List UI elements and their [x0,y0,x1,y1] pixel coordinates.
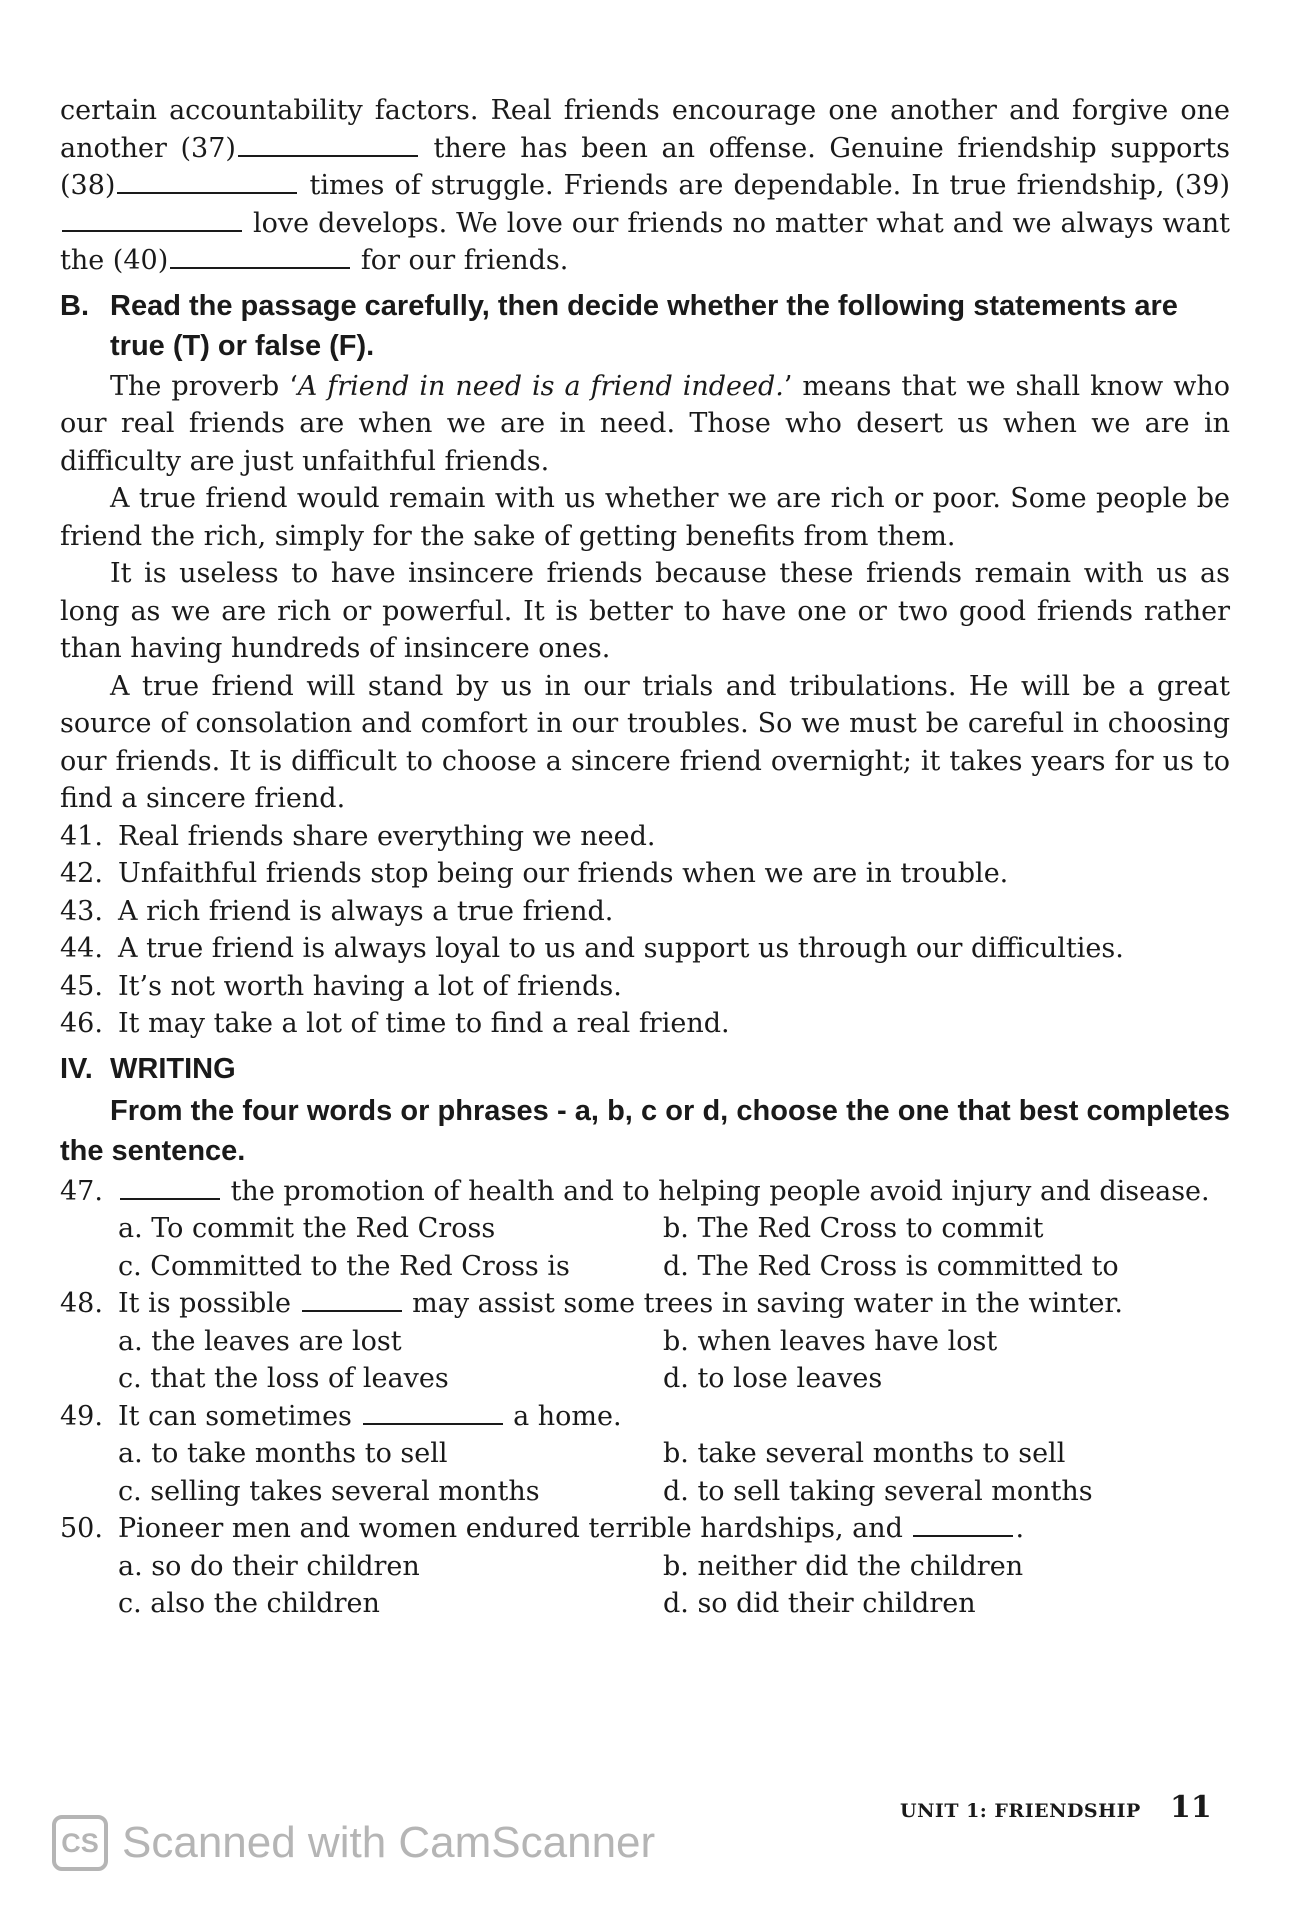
option-a[interactable]: a. so do their children [118,1550,420,1582]
camscanner-watermark [52,1815,655,1871]
page-number: 11 [1170,1790,1212,1825]
option-d[interactable]: d. so did their children [663,1588,976,1619]
question-50 [60,1510,1230,1623]
cloze-text: for our friends. [352,245,569,276]
statement-text: A rich friend is always a true friend. [118,895,614,927]
statement-list [60,818,1230,1043]
option-b[interactable]: b. neither did the children [663,1550,1024,1582]
statement-number: 41. [60,820,103,852]
passage-text: The proverb ‘ [110,370,298,402]
option-d[interactable]: d. The Red Cross is committed to [663,1250,1119,1282]
question-text: . [1015,1513,1025,1544]
question-text: It is possible [118,1288,300,1319]
question-text: Pioneer men and women endured terrible hardships, and [118,1513,912,1544]
question-number: 50. [60,1513,103,1544]
question-number: 48. [60,1288,103,1319]
answer-blank-39[interactable] [62,206,242,232]
answer-blank[interactable] [913,1511,1013,1537]
statement-item [60,893,1230,931]
question-text: may assist some trees in saving water in the winter. [403,1288,1123,1319]
option-c[interactable]: c. also the children [118,1588,380,1619]
writing-heading [60,1049,1230,1089]
statement-text: It’s not worth having a lot of friends. [118,970,622,1002]
answer-blank-37[interactable] [238,131,418,157]
unit-footer: UNIT 1: FRIENDSHIP [900,1800,1141,1822]
watermark-text: Scanned with CamScanner [122,1818,656,1867]
section-title: WRITING [110,1052,236,1085]
section-letter: B. [60,289,89,322]
passage-paragraph-3: It is useless to have insincere friends because these friends remain with us as long as we are rich or powerful. It is better to have one or two good friends rather than having hundreds of insincere ones. [60,558,1230,664]
question-49 [60,1398,1230,1511]
question-stem [60,1173,1230,1211]
passage-paragraph-1 [60,368,1230,481]
option-a[interactable]: a. to take months to sell [118,1438,448,1469]
option-c[interactable]: c. selling takes several months [118,1475,540,1507]
statement-number: 43. [60,895,103,927]
proverb: A friend in need is a friend indeed. [297,370,784,402]
cloze-text: certain accountability factors. Real friends encourage one another and forgive one another (37) [60,95,1230,164]
question-stem [60,1285,1230,1323]
writing-instruction: From the four words or phrases - a, b, c or d, choose the one that best completes the sentence. [60,1094,1230,1167]
question-text: a home. [504,1400,622,1432]
question-stem [60,1510,1230,1548]
section-number: IV. [60,1052,93,1085]
statement-number: 44. [60,933,103,964]
answer-blank[interactable] [302,1286,402,1312]
cloze-text: there has been an offense. Genuine friendship supports (38) [60,132,1231,201]
question-number: 49. [60,1400,103,1432]
option-d[interactable]: d. to sell taking several months [663,1475,1093,1507]
cloze-text: love develops. We love our friends no matter what and we always want the (40) [60,207,1230,276]
question-text: It can sometimes [118,1400,361,1432]
option-b[interactable]: b. when leaves have lost [663,1325,998,1357]
statement-item [60,968,1230,1006]
statement-number: 42. [60,858,103,889]
question-stem [60,1398,1230,1436]
passage-text: ’ means that we shall know who our real friends are when we are in need. Those who desert us when we are in difficulty are just unfaithful friends. [60,370,1230,477]
section-b-heading [60,286,1230,366]
page-content [60,92,1230,1623]
statement-number: 46. [60,1008,103,1039]
statement-text: Real friends share everything we need. [118,820,656,852]
cloze-paragraph [60,92,1230,280]
answer-blank-40[interactable] [170,243,350,269]
passage-paragraph-4: A true friend will stand by us in our trials and tribulations. He will be a great source of consolation and comfort in our troubles. So we must be careful in choosing our friends. It is difficult to choose a sincere friend overnight; it takes years for us to find a sincere friend. [60,670,1230,814]
option-b[interactable]: b. The Red Cross to commit [663,1213,1044,1244]
option-grid [118,1435,1230,1510]
option-b[interactable]: b. take several months to sell [663,1438,1066,1469]
statement-item [60,855,1230,893]
statement-text: Unfaithful friends stop being our friends when we are in trouble. [118,858,1009,889]
option-a[interactable]: a. the leaves are lost [118,1325,402,1357]
question-47 [60,1173,1230,1286]
statement-item [60,930,1230,968]
answer-blank-38[interactable] [117,168,297,194]
passage-paragraph-2: A true friend would remain with us whether we are rich or poor. Some people be friend the rich, simply for the sake of getting benefits from them. [60,483,1230,552]
option-grid [118,1210,1230,1285]
question-text: the promotion of health and to helping people avoid injury and disease. [222,1175,1210,1207]
section-instruction: Read the passage carefully, then decide whether the following statements are true (T) or false (F). [110,289,1178,362]
option-a[interactable]: a. To commit the Red Cross [118,1213,496,1244]
option-c[interactable]: c. that the loss of leaves [118,1363,449,1394]
option-d[interactable]: d. to lose leaves [663,1363,883,1394]
option-grid [118,1548,1230,1623]
statement-item [60,1005,1230,1043]
statement-text: A true friend is always loyal to us and support us through our difficulties. [118,933,1124,964]
answer-blank[interactable] [363,1399,503,1425]
statement-item [60,818,1230,856]
question-48 [60,1285,1230,1398]
option-c[interactable]: c. Committed to the Red Cross is [118,1250,570,1282]
question-number: 47. [60,1175,103,1207]
camscanner-logo-icon: CS [52,1815,108,1871]
cloze-text: times of struggle. Friends are dependable. In true friendship, (39) [299,170,1230,201]
answer-blank[interactable] [120,1174,220,1200]
option-grid [118,1323,1230,1398]
statement-text: It may take a lot of time to find a real friend. [118,1008,730,1039]
statement-number: 45. [60,970,103,1002]
